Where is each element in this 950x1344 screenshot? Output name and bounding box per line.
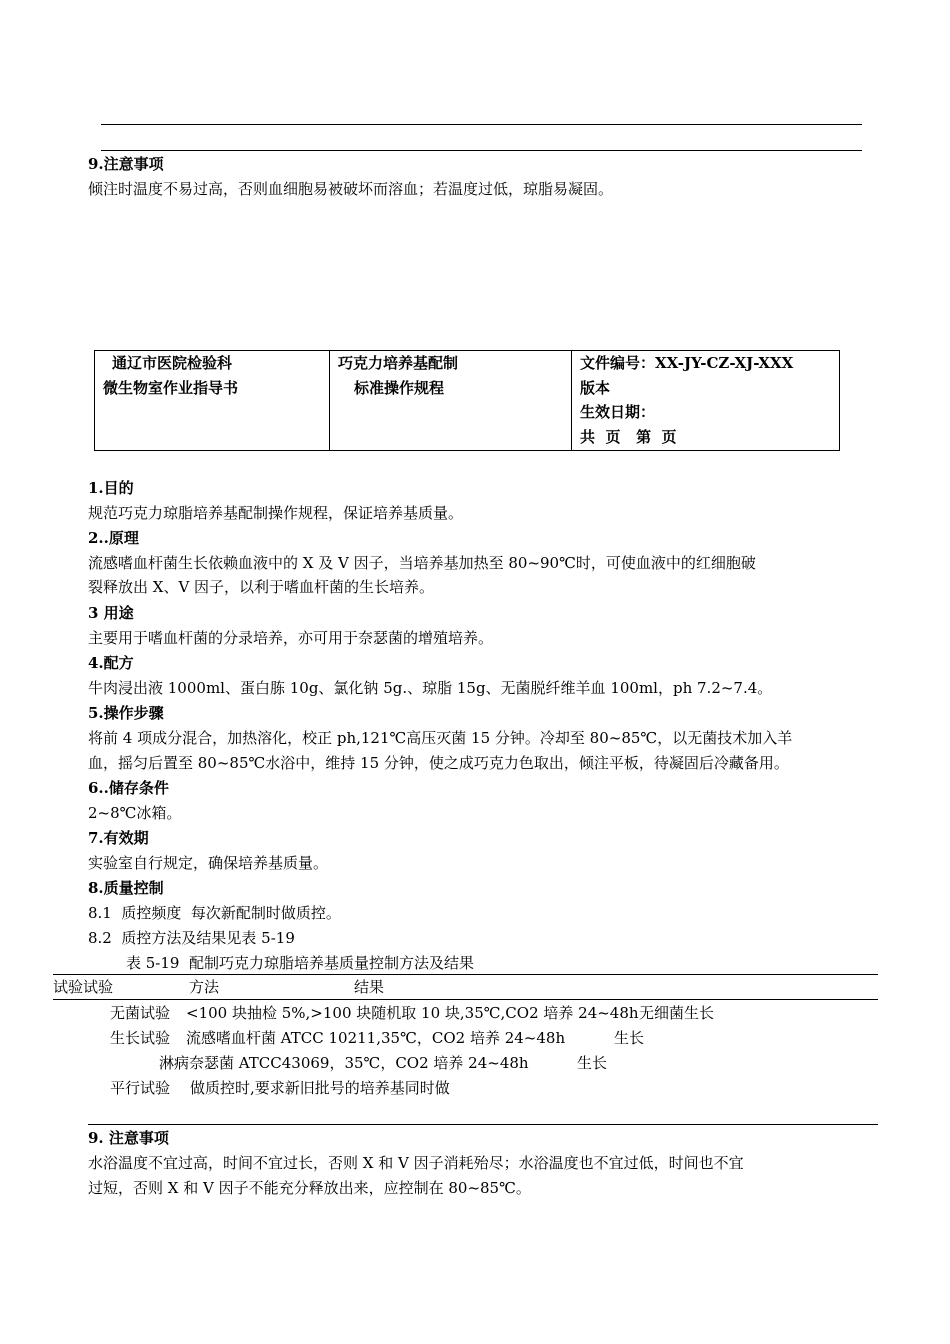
- qc-row-1-method: <100 块抽检 5%,>100 块随机取 10 块,35℃,CO2 培养 24~48h: [186, 1004, 639, 1022]
- section-1-text: 规范巧克力琼脂培养基配制操作规程，保证培养基质量。: [88, 504, 464, 522]
- qc-header-method: 方法: [189, 978, 220, 996]
- section-2-line-2: 裂释放出 X、V 因子，以利于嗜血杆菌的生长培养。: [88, 578, 435, 596]
- header-effective-date: 生效日期：: [580, 403, 656, 421]
- header-cell-department: [95, 351, 330, 451]
- qc-table-top-rule: [53, 974, 878, 975]
- header-cell-procedure: [330, 351, 572, 451]
- section-8-1: 8.1 质控频度 每次新配制时做质控。: [88, 904, 341, 922]
- top-section-text: 倾注时温度不易过高，否则血细胞易被破坏而溶血；若温度过低，琼脂易凝固。: [88, 180, 614, 198]
- header-page-count: 共 页 第 页: [580, 427, 677, 446]
- section-6-title: 6..储存条件: [88, 779, 169, 797]
- bottom-section-line-2: 过短，否则 X 和 V 因子不能充分释放出来，应控制在 80~85℃。: [88, 1179, 531, 1197]
- qc-row-1-test: 无菌试验: [110, 1004, 171, 1022]
- section-6-text: 2~8℃冰箱。: [88, 804, 182, 822]
- document-header-table: [94, 350, 840, 451]
- header-version: 版本: [580, 378, 611, 397]
- bottom-section-title: 9. 注意事项: [88, 1129, 169, 1147]
- qc-row-4-test: 平行试验: [110, 1079, 171, 1097]
- section-8-title: 8.质量控制: [88, 879, 164, 897]
- qc-row-2-test: 生长试验: [110, 1029, 171, 1047]
- section-4-text: 牛肉浸出液 1000ml、蛋白胨 10g、氯化钠 5g.、琼脂 15g、无菌脱纤维羊血 100ml，ph 7.2~7.4。: [88, 679, 773, 697]
- section-3-text: 主要用于嗜血杆菌的分录培养，亦可用于奈瑟菌的增殖培养。: [88, 629, 494, 647]
- section-8-2: 8.2 质控方法及结果见表 5-19: [88, 929, 295, 947]
- section-1-title: 1.目的: [88, 479, 134, 497]
- qc-table-bottom-rule: [88, 1124, 878, 1125]
- qc-table-header-rule: [53, 999, 878, 1000]
- header-procedure-title: 巧克力培养基配制: [338, 354, 459, 372]
- section-7-title: 7.有效期: [88, 829, 149, 847]
- qc-row-3-result: 生长: [577, 1054, 608, 1072]
- header-document-number: 文件编号：XX-JY-CZ-XJ-XXX: [580, 354, 794, 372]
- qc-row-1-result: 无细菌生长: [639, 1004, 715, 1022]
- section-2-title: 2..原理: [88, 529, 139, 547]
- top-rule-1: [101, 124, 862, 125]
- header-guide-name: 微生物室作业指导书: [103, 378, 239, 397]
- qc-row-2-result: 生长: [614, 1029, 645, 1047]
- bottom-section-line-1: 水浴温度不宜过高，时间不宜过长，否则 X 和 V 因子消耗殆尽；水浴温度也不宜过低，时间也不宜: [88, 1154, 744, 1172]
- qc-header-result: 结果: [354, 978, 385, 996]
- qc-row-2-method: 流感嗜血杆菌 ATCC 10211,35℃，CO2 培养 24~48h: [186, 1029, 566, 1047]
- qc-table-caption: 表 5-19 配制巧克力琼脂培养基质量控制方法及结果: [126, 954, 475, 972]
- qc-row-3-method: 淋病奈瑟菌 ATCC43069，35℃，CO2 培养 24~48h: [159, 1054, 529, 1072]
- top-rule-2: [101, 150, 862, 151]
- header-procedure-subtitle: 标准操作规程: [354, 378, 445, 397]
- top-section-title: 9.注意事项: [88, 155, 164, 173]
- header-hospital-name: 通辽市医院检验科: [112, 354, 233, 372]
- section-5-line-2: 血，摇匀后置至 80~85℃水浴中，维持 15 分钟，使之成巧克力色取出，倾注平板，待凝固后冷藏备用。: [88, 754, 789, 772]
- section-7-text: 实验室自行规定，确保培养基质量。: [88, 854, 329, 872]
- section-2-line-1: 流感嗜血杆菌生长依赖血液中的 X 及 V 因子，当培养基加热至 80~90℃时，可使血液中的红细胞破: [88, 554, 756, 572]
- section-4-title: 4.配方: [88, 654, 134, 672]
- header-cell-document-info: [572, 351, 840, 451]
- section-3-title: 3 用途: [88, 604, 134, 622]
- section-5-title: 5.操作步骤: [88, 704, 164, 722]
- qc-header-test: 试验试验: [53, 978, 114, 996]
- qc-row-4-method: 做质控时,要求新旧批号的培养基同时做: [190, 1079, 450, 1097]
- section-5-line-1: 将前 4 项成分混合，加热溶化，校正 ph,121℃高压灭菌 15 分钟。冷却至 80~85℃，以无菌技术加入羊: [88, 729, 793, 747]
